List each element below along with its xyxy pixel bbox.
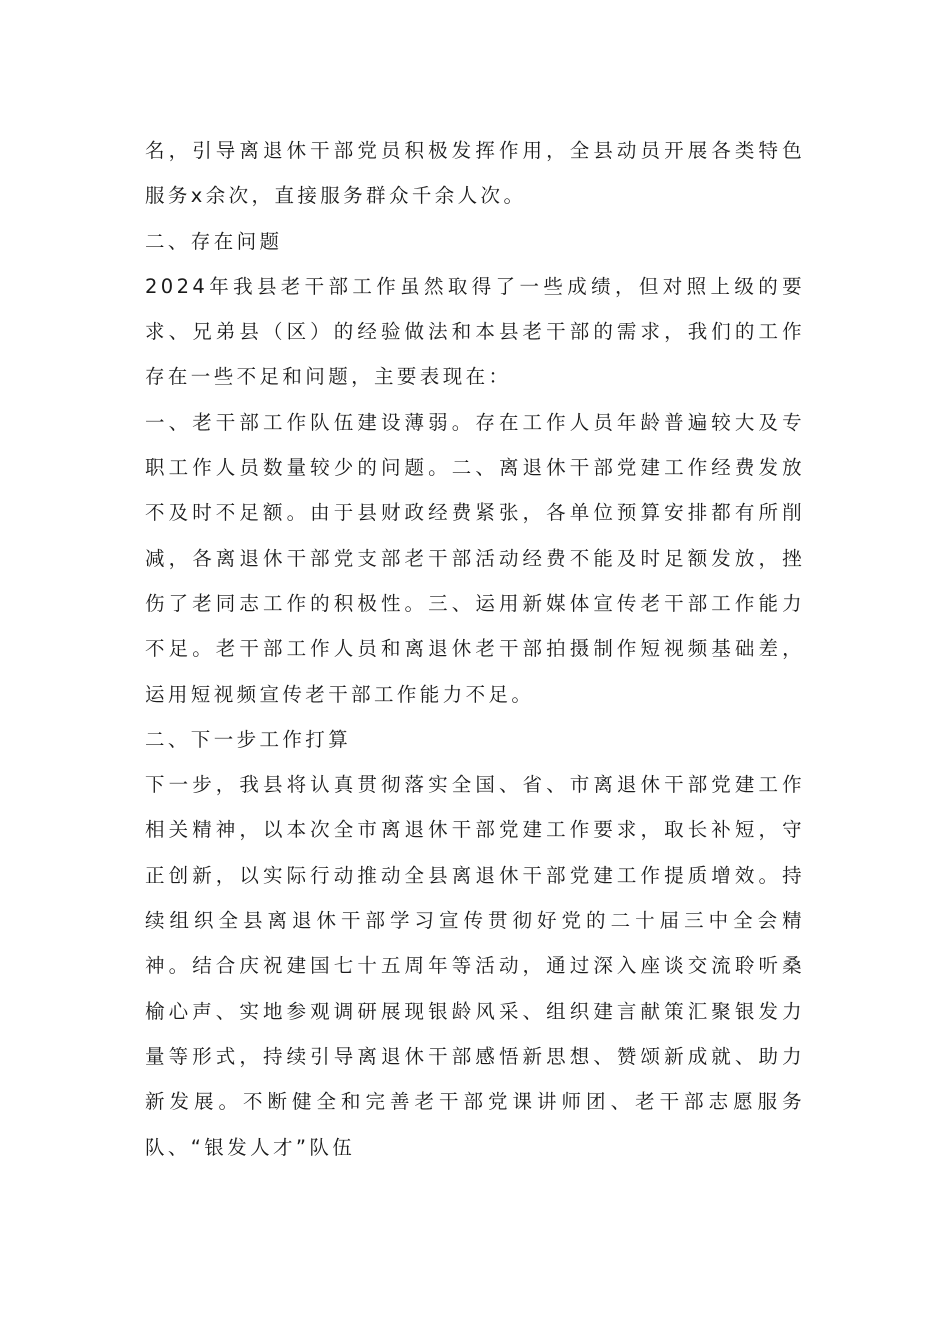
section-heading-problems: 二、存在问题 <box>145 229 283 253</box>
section-heading-next-steps: 二、下一步工作打算 <box>145 727 352 751</box>
paragraph-next-steps: 下一步，我县将认真贯彻落实全国、省、市离退休干部党建工作相关精神，以本次全市离退休干部党建工作要求，取长补短，守正创新，以实际行动推动全县离退休干部党建工作提质增效。持续组织全县离退休干部学习宣传贯彻好党的二十届三中全会精神。结合庆祝建国七十五周年等活动，通过深入座谈交流聆听桑榆心声、实地参观调研展现银龄风采、组织建言献策汇聚银发力量等形式，持续引导离退休干部感悟新思想、赞颂新成就、助力新发展。不断健全和完善老干部党课讲师团、老干部志愿服务队、“银发人才”队伍 <box>145 773 805 1159</box>
document-body <box>145 128 805 1170</box>
paragraph-problems-list: 一、老干部工作队伍建设薄弱。存在工作人员年龄普遍较大及专职工作人员数量较少的问题。二、离退休干部党建工作经费发放不及时不足额。由于县财政经费紧张，各单位预算安排都有所削减，各离退休干部党支部老干部活动经费不能及时足额发放，挫伤了老同志工作的积极性。三、运用新媒体宣传老干部工作能力不足。老干部工作人员和离退休老干部拍摄制作短视频基础差，运用短视频宣传老干部工作能力不足。 <box>145 410 805 706</box>
paragraph-service-summary: 名，引导离退休干部党员积极发挥作用，全县动员开展各类特色服务x余次，直接服务群众千余人次。 <box>145 139 805 208</box>
paragraph-problems-intro: 2024年我县老干部工作虽然取得了一些成绩，但对照上级的要求、兄弟县（区）的经验做法和本县老干部的需求，我们的工作存在一些不足和问题，主要表现在： <box>145 274 805 389</box>
